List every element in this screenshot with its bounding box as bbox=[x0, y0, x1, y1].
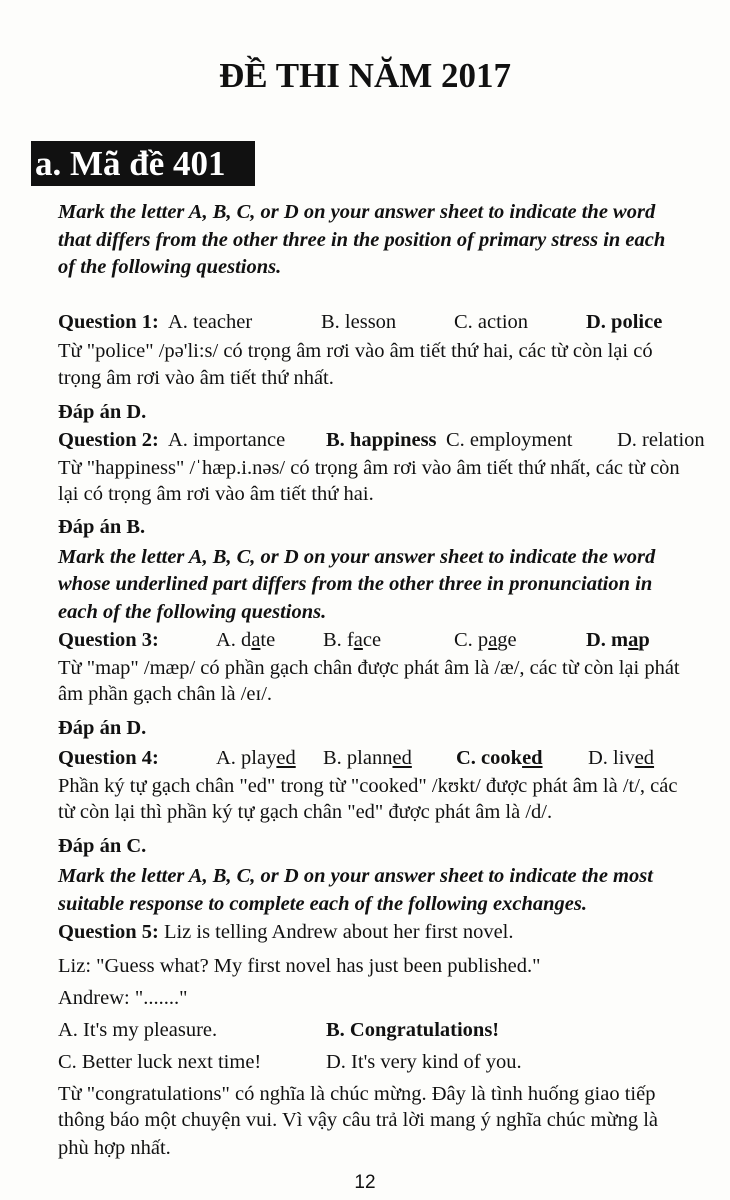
option-b: B. planned bbox=[323, 747, 412, 769]
question-stem: Liz is telling Andrew about her first novel. bbox=[158, 921, 514, 943]
instruction-line: of the following questions. bbox=[58, 256, 282, 278]
instruction-line: Mark the letter A, B, C, or D on your answer sheet to indicate the word bbox=[58, 546, 656, 568]
option-b: B. Congratulations! bbox=[326, 1019, 500, 1041]
page-number: 12 bbox=[354, 1172, 376, 1193]
instruction-line: Mark the letter A, B, C, or D on your answer sheet to indicate the most bbox=[58, 865, 653, 887]
instruction-line: that differs from the other three in the position of primary stress in each bbox=[58, 229, 666, 251]
option-a: A. importance bbox=[167, 429, 286, 451]
explanation-line: trọng âm rơi vào âm tiết thứ nhất. bbox=[58, 367, 334, 389]
explanation-line: âm phần gạch chân là /eɪ/. bbox=[58, 683, 273, 705]
question-3 bbox=[58, 628, 718, 652]
answer: Đáp án C. bbox=[58, 835, 147, 857]
explanation-line: Từ "congratulations" có nghĩa là chúc mừng. Đây là tình huống giao tiếp bbox=[58, 1083, 656, 1105]
explanation-line: Từ "map" /mæp/ có phần gạch chân được phát âm là /æ/, các từ còn lại phát bbox=[58, 657, 680, 679]
explanation-line: Từ "police" /pə'li:s/ có trọng âm rơi vào âm tiết thứ hai, các từ còn lại có bbox=[58, 340, 653, 362]
explanation-line: thông báo một chuyện vui. Vì vậy câu trả lời mang ý nghĩa chúc mừng là bbox=[58, 1109, 658, 1131]
question-1 bbox=[58, 310, 718, 334]
options-row-1 bbox=[58, 1018, 718, 1042]
question-5 bbox=[58, 920, 514, 944]
option-c: C. page bbox=[454, 629, 517, 651]
explanation-line: lại có trọng âm rơi vào âm tiết thứ hai. bbox=[58, 483, 374, 505]
instruction-line: whose underlined part differs from the other three in pronunciation in bbox=[58, 573, 653, 595]
option-a: A. played bbox=[216, 747, 296, 769]
option-c: C. employment bbox=[446, 429, 573, 451]
section-heading: a. Mã đề 401 bbox=[31, 141, 255, 186]
option-a: A. date bbox=[216, 629, 276, 651]
question-4 bbox=[58, 746, 718, 770]
options-row-2 bbox=[58, 1050, 718, 1074]
answer: Đáp án D. bbox=[58, 401, 147, 423]
option-d: D. lived bbox=[588, 747, 655, 769]
explanation-line: từ còn lại thì phần ký tự gạch chân "ed" được phát âm là /d/. bbox=[58, 801, 553, 823]
question-label: Question 4: bbox=[58, 747, 159, 769]
option-d: D. It's very kind of you. bbox=[326, 1051, 522, 1073]
explanation-line: Từ "happiness" /ˈhæp.i.nəs/ có trọng âm rơi vào âm tiết thứ nhất, các từ còn bbox=[58, 457, 680, 479]
question-label: Question 3: bbox=[58, 629, 159, 651]
option-a: A. teacher bbox=[167, 311, 253, 333]
explanation-line: Phần ký tự gạch chân "ed" trong từ "cooked" /kʊkt/ được phát âm là /t/, các bbox=[58, 775, 678, 797]
answer: Đáp án D. bbox=[58, 717, 147, 739]
page-title: ĐỀ THI NĂM 2017 bbox=[218, 56, 511, 95]
option-c: C. Better luck next time! bbox=[58, 1051, 262, 1073]
instruction-line: suitable response to complete each of the following exchanges. bbox=[58, 893, 587, 915]
option-a: A. It's my pleasure. bbox=[58, 1019, 218, 1041]
instruction-line: each of the following questions. bbox=[58, 601, 327, 623]
question-label: Question 5: bbox=[58, 921, 159, 943]
option-b: B. face bbox=[323, 629, 382, 651]
option-c: C. cooked bbox=[456, 747, 543, 769]
explanation-line: phù hợp nhất. bbox=[58, 1137, 171, 1159]
option-d: D. relation bbox=[617, 429, 705, 451]
dialogue-andrew: Andrew: "......." bbox=[58, 987, 188, 1009]
option-d: D. police bbox=[586, 311, 663, 333]
dialogue-liz: Liz: "Guess what? My first novel has just been published." bbox=[58, 955, 541, 977]
question-label: Question 2: bbox=[58, 429, 159, 451]
option-c: C. action bbox=[454, 311, 529, 333]
option-b: B. lesson bbox=[321, 311, 397, 333]
question-2 bbox=[58, 428, 718, 452]
option-b: B. happiness bbox=[326, 429, 437, 451]
instruction-line: Mark the letter A, B, C, or D on your answer sheet to indicate the word bbox=[58, 201, 656, 223]
question-label: Question 1: bbox=[58, 311, 159, 333]
answer: Đáp án B. bbox=[58, 516, 146, 538]
option-d: D. map bbox=[586, 629, 650, 651]
